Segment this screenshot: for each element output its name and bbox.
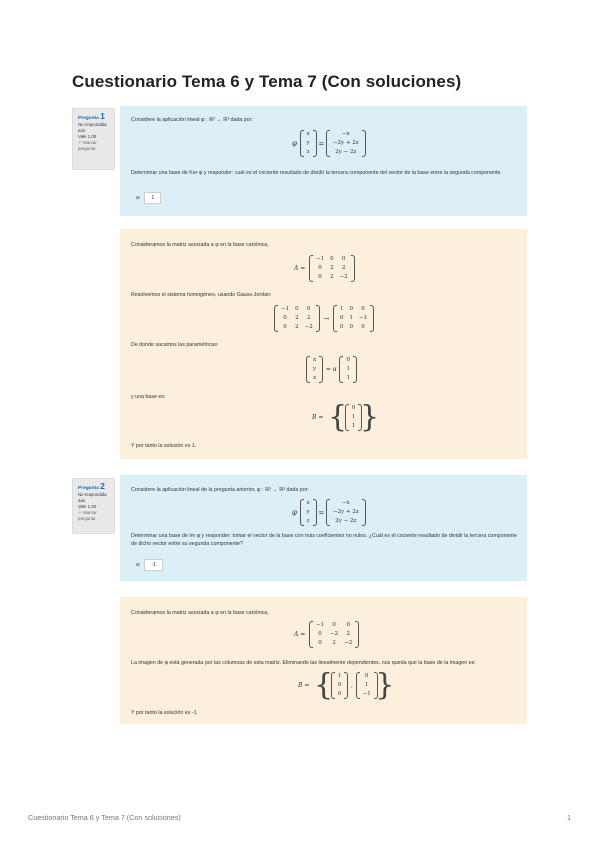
flag-icon: ⚐ [78,510,82,515]
flag-icon: ⚐ [78,140,82,145]
flag-question-button[interactable]: ⚐ Marcar pregunta [78,140,97,151]
question-status: No respondida aún [78,122,107,133]
image-text: La imagen de φ está generada por las columnas de esta matriz. Eliminando las linealmente dependientes, nos queda que la base de la imagen es: [131,660,476,666]
feedback-intro: Consideramos la matriz asociada a φ en la base canónica, [131,242,269,248]
basis-text: y una base es: [131,394,166,400]
map-definition: φ x y z = −x −2y + 2z 2y − 2z [292,499,362,526]
question-status: No respondida aún [78,492,107,503]
feedback-1-panel [120,229,527,459]
param-text: De donde sacamos las paramétricas: [131,342,219,348]
map-definition: φ x y z = −x −2y + 2z 2y − 2z [292,130,362,157]
matrix-A: A = −1 0 0 0 2 2 0 2 −2 [294,255,351,282]
matrix-A: A = −1 0 0 0 −2 2 0 2 −2 [294,621,355,648]
gauss-text: Resolvemos el sistema homogéneo, usando Gauss-Jordan: [131,292,272,298]
question-statement: Determinar una base de Ker φ y responder: cuál es el cociente resultado de dividir la tercera componente del vector de la base entre la segunda componente. [131,170,502,176]
question-2-panel [120,475,527,581]
basis-B: B = { 1 0 0 , 0 1 −1 } [298,667,395,703]
footer-title: Cuestionario Tema 6 y Tema 7 (Con soluciones) [28,813,181,822]
solution-text: Y por tanto la solución es 1. [131,443,197,449]
gauss-jordan: −1 0 0 0 2 2 0 2 −2 → 1 0 0 0 1 −1 0 0 0 [278,305,370,332]
question-score: Vale 1,00 [78,504,97,509]
flag-question-button[interactable]: ⚐ Marcar pregunta [78,510,97,521]
map-vars: x y z [306,131,310,155]
question-info-1 [72,108,115,170]
answer-row: a: 1 [136,192,161,204]
answer-row: a: -1 [136,559,163,571]
question-statement: Determinar una base de Im φ y responder: tomar el vector de la base con más coeficientes no nulos. ¿Cuál es el cociente resultado de dividir la tercera componente de dicho vector entre su segunda componente? [131,533,517,547]
parametric: x y z = α 0 1 1 [310,356,353,383]
question-score: Vale 1,00 [78,134,97,139]
feedback-intro: Consideramos la matriz asociada a φ en la base canónica, [131,610,269,616]
page-number: 1 [567,813,571,822]
question-number: Pregunta 2 [78,481,105,491]
page-title: Cuestionario Tema 6 y Tema 7 (Con soluciones) [72,72,462,91]
question-number: Pregunta 1 [78,111,105,121]
question-info-2 [72,478,115,534]
question-1-panel [120,106,527,216]
question-intro: Considere la aplicación lineal de la pregunta anterior, φ : ℝ³ → ℝ³ dada por: [131,487,309,493]
solution-text: Y por tanto la solución es -1. [131,710,199,716]
answer-input[interactable]: 1 [144,192,161,204]
map-output: −x −2y + 2z 2y − 2z [332,131,359,155]
basis-B: B = { 0 1 1 } [312,399,380,435]
question-intro: Considere la aplicación lineal φ : ℝ³ → ℝ³ dada por: [131,117,253,123]
answer-input[interactable]: -1 [144,559,163,571]
feedback-2-panel [120,597,527,724]
